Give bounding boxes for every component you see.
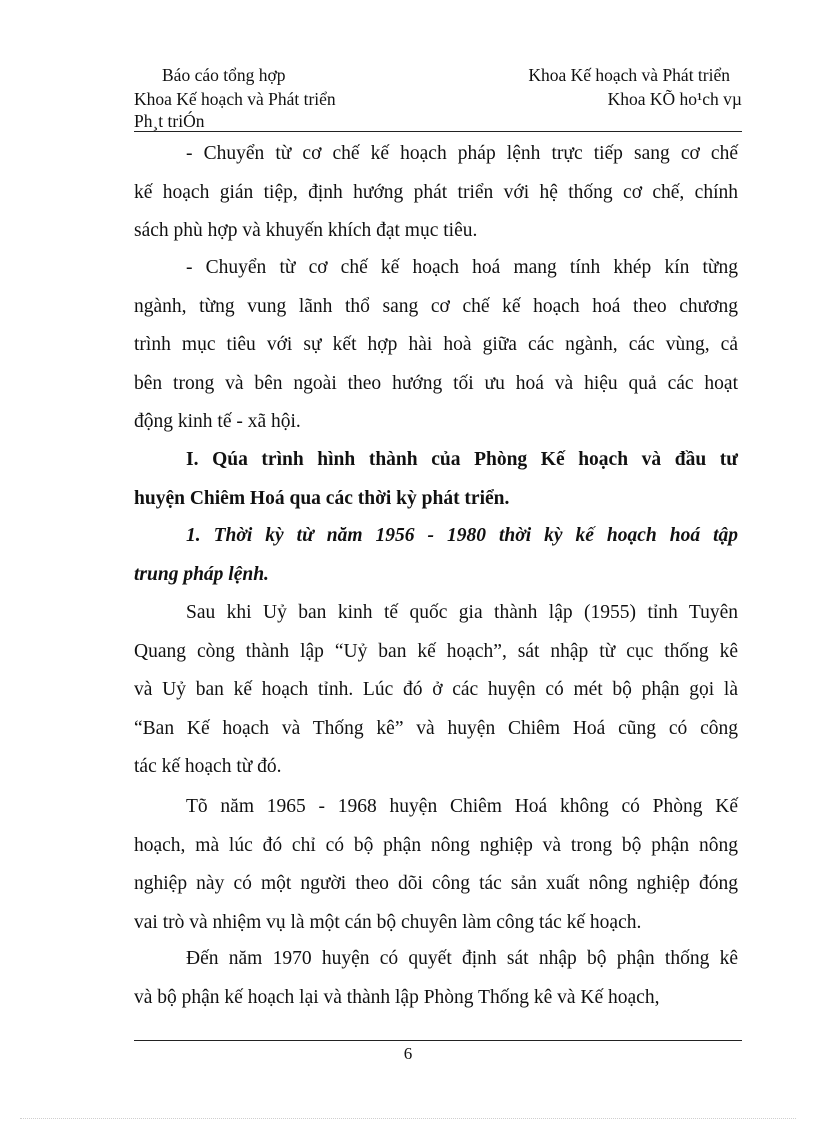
text-line: trung pháp lệnh.: [134, 563, 269, 585]
text-line: nghiệp này có một người theo dõi công tác sản xuất nông nghiệp đóng: [134, 873, 738, 894]
text-line: Quang còng thành lập “Uỷ ban kế hoạch”, sát nhập từ cục thống kê: [134, 640, 738, 662]
text-line: vai trò và nhiệm vụ là một cán bộ chuyên làm công tác kế hoạch.: [134, 911, 642, 933]
header-left-title: Báo cáo tổng hợp: [162, 65, 286, 85]
header-left-continuation: Ph¸t triÓn: [134, 111, 205, 131]
text-line: kế hoạch gián tiệp, định hướng phát triển với hệ thống cơ chế, chính: [134, 181, 738, 203]
text-line: trình mục tiêu với sự kết hợp hài hoà giữa các ngành, các vùng, cả: [134, 334, 738, 355]
text-line: tác kế hoạch từ đó.: [134, 756, 282, 777]
page-edge-divider: [20, 1118, 796, 1119]
text-line: bên trong và bên ngoài theo hướng tối ưu hoá và hiệu quả các hoạt: [134, 372, 738, 394]
text-line: hoạch, mà lúc đó chỉ có bộ phận nông nghiệp và trong bộ phận nông: [134, 834, 738, 856]
paragraph-4: [134, 788, 738, 942]
text-line: 1. Thời kỳ từ năm 1956 - 1980 thời kỳ kế hoạch hoá tập: [186, 525, 738, 546]
header-left-department: Khoa Kế hoạch và Phát triển: [134, 89, 336, 109]
text-line: sách phù hợp và khuyến khích đạt mục tiêu.: [134, 220, 478, 241]
text-line: động kinh tế - xã hội.: [134, 411, 301, 432]
text-line: - Chuyển từ cơ chế kế hoạch hoá mang tính khép kín từng: [186, 257, 738, 278]
text-line: huyện Chiêm Hoá qua các thời kỳ phát triển.: [134, 487, 510, 509]
header-right-title: Khoa Kế hoạch và Phát triển: [528, 65, 730, 85]
text-line: I. Qúa trình hình thành của Phòng Kế hoạch và đầu tư: [186, 449, 738, 470]
section-heading: [134, 441, 738, 518]
paragraph-2: [134, 249, 738, 442]
text-line: - Chuyển từ cơ chế kế hoạch pháp lệnh trực tiếp sang cơ chế: [186, 143, 738, 164]
text-line: Sau khi Uỷ ban kinh tế quốc gia thành lập (1955) tỉnh Tuyên: [186, 602, 738, 623]
header-right-department: Khoa KÕ ho¹ch vµ: [607, 89, 742, 109]
footer-divider: [134, 1040, 742, 1041]
page-number: 6: [403, 1044, 413, 1063]
paragraph-3: [134, 594, 738, 787]
text-line: Đến năm 1970 huyện có quyết định sát nhập bộ phận thống kê: [186, 948, 738, 969]
text-line: và bộ phận kế hoạch lại và thành lập Phòng Thống kê và Kế hoạch,: [134, 986, 660, 1008]
subsection-heading: [134, 517, 738, 594]
paragraph-1: [134, 135, 738, 251]
text-line: và Uỷ ban kế hoạch tỉnh. Lúc đó ở các huyện có mét bộ phận gọi là: [134, 679, 738, 700]
text-line: Tõ năm 1965 - 1968 huyện Chiêm Hoá không có Phòng Kế: [186, 796, 738, 817]
header-divider: [134, 131, 742, 132]
page-header: [134, 64, 742, 132]
text-line: ngành, từng vung lãnh thổ sang cơ chế kế hoạch hoá theo chương: [134, 295, 738, 317]
text-line: “Ban Kế hoạch và Thống kê” và huyện Chiêm Hoá cũng có công: [134, 717, 738, 739]
paragraph-5: [134, 940, 738, 1017]
